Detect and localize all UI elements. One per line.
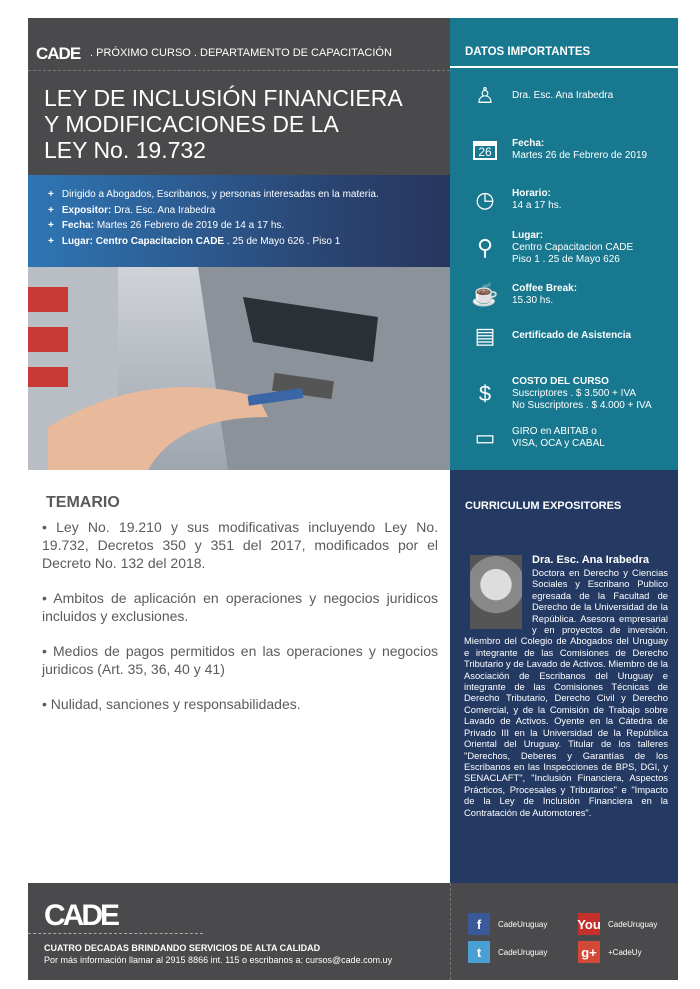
footer (28, 883, 678, 980)
certificate-icon: ▤ (474, 323, 496, 348)
info-item (470, 283, 577, 307)
summary-item (48, 187, 379, 203)
summary-item (48, 234, 379, 250)
info-label: Horario: (512, 188, 551, 199)
info-line: Centro Capacitacion CADE (512, 242, 634, 253)
summary-band (28, 175, 450, 267)
info-label: Coffee Break: (512, 283, 578, 294)
social-link[interactable] (578, 941, 642, 963)
title-line: LEY DE INCLUSIÓN FINANCIERA (44, 85, 403, 111)
info-line: Suscriptores . $ 3.500 + IVA (512, 388, 637, 399)
info-line: VISA, OCA y CABAL (512, 438, 605, 449)
title-line: LEY No. 19.732 (44, 137, 206, 163)
dollar-icon: $ (478, 381, 492, 406)
curriculum-title: CURRICULUM EXPOSITORES (465, 500, 622, 512)
calendar-icon (470, 141, 500, 160)
social-handle: CadeUruguay (498, 919, 548, 929)
speaker-name: Dra. Esc. Ana Irabedra (532, 554, 649, 566)
social-handle: +CadeUy (608, 947, 642, 957)
info-line: Piso 1 . 25 de Mayo 626 (512, 254, 620, 265)
tagline: CUATRO DECADAS BRINDANDO SERVICIOS DE ALTA CALIDAD (44, 943, 321, 953)
twitter-icon: t (468, 941, 490, 963)
important-data-panel (450, 18, 678, 470)
temario-section (28, 470, 450, 883)
info-line: 15.30 hs. (512, 295, 554, 306)
item-label: Expositor: (61, 204, 112, 216)
info-item (470, 230, 633, 266)
social-link[interactable] (468, 941, 547, 963)
header (28, 18, 450, 175)
temario-title: TEMARIO (46, 494, 120, 511)
summary-item (48, 218, 379, 234)
social-handle: CadeUruguay (608, 919, 658, 929)
item-text: . 25 de Mayo 626 . Piso 1 (224, 235, 341, 247)
item-text: Martes 26 Febrero de 2019 de 14 a 17 hs. (94, 220, 285, 231)
bio-text: Doctora en Derecho y Ciencias Sociales y Escribano Publico egresada de la Facultad de Derecho de la Universidad de la República. Asesora empresarial y en proyectos de inversión. Miembro del Colegio de Abogados del Uruguay e integrante de las Comisiones de Derecho Tributario y de Lavado de Activos. Miembro de la Asociación de Escribanos del Uruguay e integrante de las Comisiones Técnicas de Derecho Tributario, Derecho Civil y Derecho Comercial, y de la Comisión de Trabajo sobre Lavado de Activos. Oyente en la Cátedra de Privado III en la Universidad de la República Oriental del Uruguay. Titular de los talleres "Derechos, Deberes y Garantías de los Escribanos en las Inspecciones de BPS, DGI, y SENACLAFT", "Inclusión Financiera, Aspectos Prácticos, Procesales y Tributarios" e "Impacto de la Ley de Inclusión Financiera en la Contratación de Automotores". (464, 567, 668, 818)
info-label: Lugar: (512, 230, 544, 241)
info-line: 14 a 17 hs. (512, 200, 562, 211)
social-link[interactable] (578, 913, 657, 935)
cade-logo: CADE (36, 44, 81, 63)
info-line: GIRO en ABITAB o (512, 426, 597, 437)
facebook-icon: f (468, 913, 490, 935)
speaker-bio (464, 567, 668, 818)
google-plus-icon: g+ (578, 941, 600, 963)
course-title (44, 85, 444, 163)
info-line: No Suscriptores . $ 4.000 + IVA (512, 400, 652, 411)
clock-icon: ◷ (475, 187, 495, 212)
item-text: Dra. Esc. Ana Irabedra (111, 204, 216, 216)
divider (28, 933, 203, 934)
info-line: Martes 26 de Febrero de 2019 (512, 150, 648, 161)
temario-item: • Nulidad, sanciones y responsabilidades. (42, 695, 438, 713)
info-item (470, 376, 652, 412)
temario-item: • Ley No. 19.210 y sus modificativas incluyendo Ley No. 19.732, Decretos 350 y 351 del 2017, modificados por el Decreto No. 132 del 2018. (42, 518, 438, 572)
divider (450, 883, 451, 980)
panel-title: DATOS IMPORTANTES (465, 46, 591, 58)
info-item (470, 323, 632, 348)
info-item (470, 138, 647, 162)
info-line: Dra. Esc. Ana Irabedra (512, 90, 614, 101)
item-text: Dirigido a Abogados, Escribanos, y personas interesadas en la materia. (61, 189, 379, 200)
info-label: Certificado de Asistencia (512, 330, 632, 341)
calendar-day: 26 (473, 141, 496, 160)
youtube-icon: You (578, 913, 600, 935)
item-label: Lugar: Centro Capacitacion CADE (61, 235, 225, 247)
credit-card-icon: ▭ (474, 425, 496, 450)
contact-info: Por más información llamar al 2915 8866 int. 115 o escribanos a: cursos@cade.com.uy (44, 955, 393, 965)
social-handle: CadeUruguay (498, 947, 548, 957)
info-item (470, 83, 614, 108)
info-label: Fecha: (512, 138, 545, 149)
atm-illustration (28, 267, 450, 470)
summary-item (48, 203, 379, 219)
divider (450, 66, 678, 68)
info-item (470, 188, 561, 212)
temario-item: • Ambitos de aplicación en operaciones y negocios juridicos incluidos y exclusiones. (42, 589, 438, 625)
coffee-cup-icon: ☕ (471, 282, 499, 307)
speaker-icon: ♙ (475, 83, 495, 108)
atm-photo (28, 267, 450, 470)
temario-item: • Medios de pagos permitidos en las operaciones y negocios juridicos (Art. 35, 36, 40 y 41) (42, 642, 438, 678)
title-line: Y MODIFICACIONES DE LA (44, 111, 339, 137)
info-item (470, 426, 605, 450)
info-label: COSTO DEL CURSO (512, 376, 609, 387)
social-link[interactable] (468, 913, 547, 935)
divider (28, 70, 450, 71)
curriculum-section (450, 470, 678, 883)
item-label: Fecha: (61, 220, 95, 231)
cade-logo: CADE (44, 899, 118, 932)
kicker: . PRÓXIMO CURSO . DEPARTAMENTO DE CAPACITACIÓN (90, 47, 392, 59)
location-pin-icon: ⚲ (476, 235, 494, 260)
